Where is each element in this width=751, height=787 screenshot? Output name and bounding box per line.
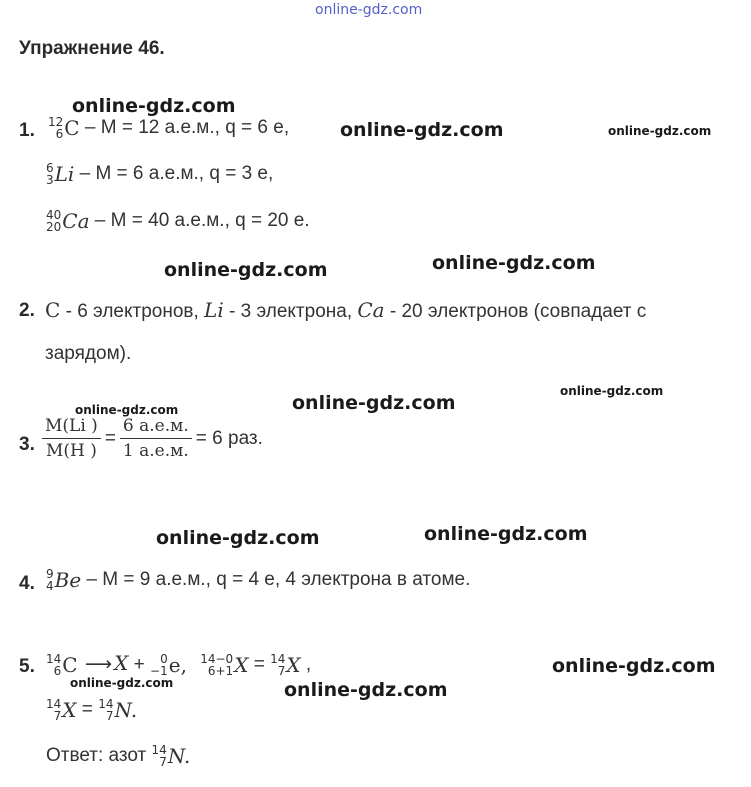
value-ratio-fraction: $\frac{6 а.е.м.}{1 а.е.м.}$ xyxy=(120,416,192,461)
item-4-number: 4. xyxy=(19,573,35,594)
electron-particle: 0 −1 e, xyxy=(150,651,187,678)
watermark: online-gdz.com xyxy=(75,403,179,417)
exercise-title: Упражнение 46. xyxy=(19,38,165,59)
site-header-watermark: online-gdz.com xyxy=(315,2,423,18)
x-conservation-nuclide: 14−0 6+1 X xyxy=(200,651,249,678)
watermark: online-gdz.com xyxy=(608,124,712,138)
item-5-number: 5. xyxy=(19,656,35,677)
watermark: online-gdz.com xyxy=(552,655,716,677)
item-1-line-lithium: 6 3 Li – M = 6 а.е.м., q = 3 e, xyxy=(46,161,274,187)
item-2-line-2: зарядом). xyxy=(45,343,132,364)
item-1-number: 1. xyxy=(19,120,35,141)
item-5-reaction: 14 6 C ⟶ X + 0 −1 e, 14−0 6+1 X = 14 7 X , xyxy=(46,651,312,678)
mass-ratio-fraction: $\frac{M(Li )}{M(H )}$ xyxy=(42,416,101,461)
watermark: online-gdz.com xyxy=(70,676,174,690)
watermark: online-gdz.com xyxy=(72,95,236,117)
item-3-equation: $\frac{M(Li )}{M(H )}$ = $\frac{6 а.е.м.}{1 а.е.м.}$ = 6 раз. xyxy=(42,416,263,461)
lithium-nuclide: 6 3 Li xyxy=(46,161,75,187)
x-nuclide: 14 7 X xyxy=(46,697,77,723)
watermark: online-gdz.com xyxy=(164,259,328,281)
beryllium-nuclide: 9 4 Be xyxy=(46,567,82,593)
nitrogen-nuclide: 14 7 N. xyxy=(98,697,138,723)
item-1-line-calcium: 40 20 Ca – M = 40 а.е.м., q = 20 e. xyxy=(46,208,310,234)
carbon14-nuclide: 14 6 C xyxy=(46,651,78,678)
watermark: online-gdz.com xyxy=(292,392,456,414)
item-1-line-carbon: 12 6 C – M = 12 а.е.м., q = 6 e, xyxy=(48,115,290,141)
watermark: online-gdz.com xyxy=(560,384,664,398)
item-3-number: 3. xyxy=(19,434,35,455)
item-4-line: 9 4 Be – M = 9 а.е.м., q = 4 e, 4 электрона в атоме. xyxy=(46,567,471,593)
carbon-nuclide: 12 6 C xyxy=(48,115,80,141)
watermark: online-gdz.com xyxy=(340,119,504,141)
calcium-nuclide: 40 20 Ca xyxy=(46,208,90,234)
answer-nitrogen-nuclide: 14 7 N. xyxy=(151,743,191,769)
x-result-nuclide: 14 7 X xyxy=(270,651,301,678)
item-2-number: 2. xyxy=(19,300,35,321)
watermark: online-gdz.com xyxy=(432,252,596,274)
item-5-answer: Ответ: азот 14 7 N. xyxy=(46,743,191,769)
item-2-line-1: C - 6 электронов, Li - 3 электрона, Ca - 20 электронов (совпадает с xyxy=(45,298,647,322)
watermark: online-gdz.com xyxy=(424,523,588,545)
item-5-identity: 14 7 X = 14 7 N. xyxy=(46,697,138,723)
watermark: online-gdz.com xyxy=(284,679,448,701)
watermark: online-gdz.com xyxy=(156,527,320,549)
